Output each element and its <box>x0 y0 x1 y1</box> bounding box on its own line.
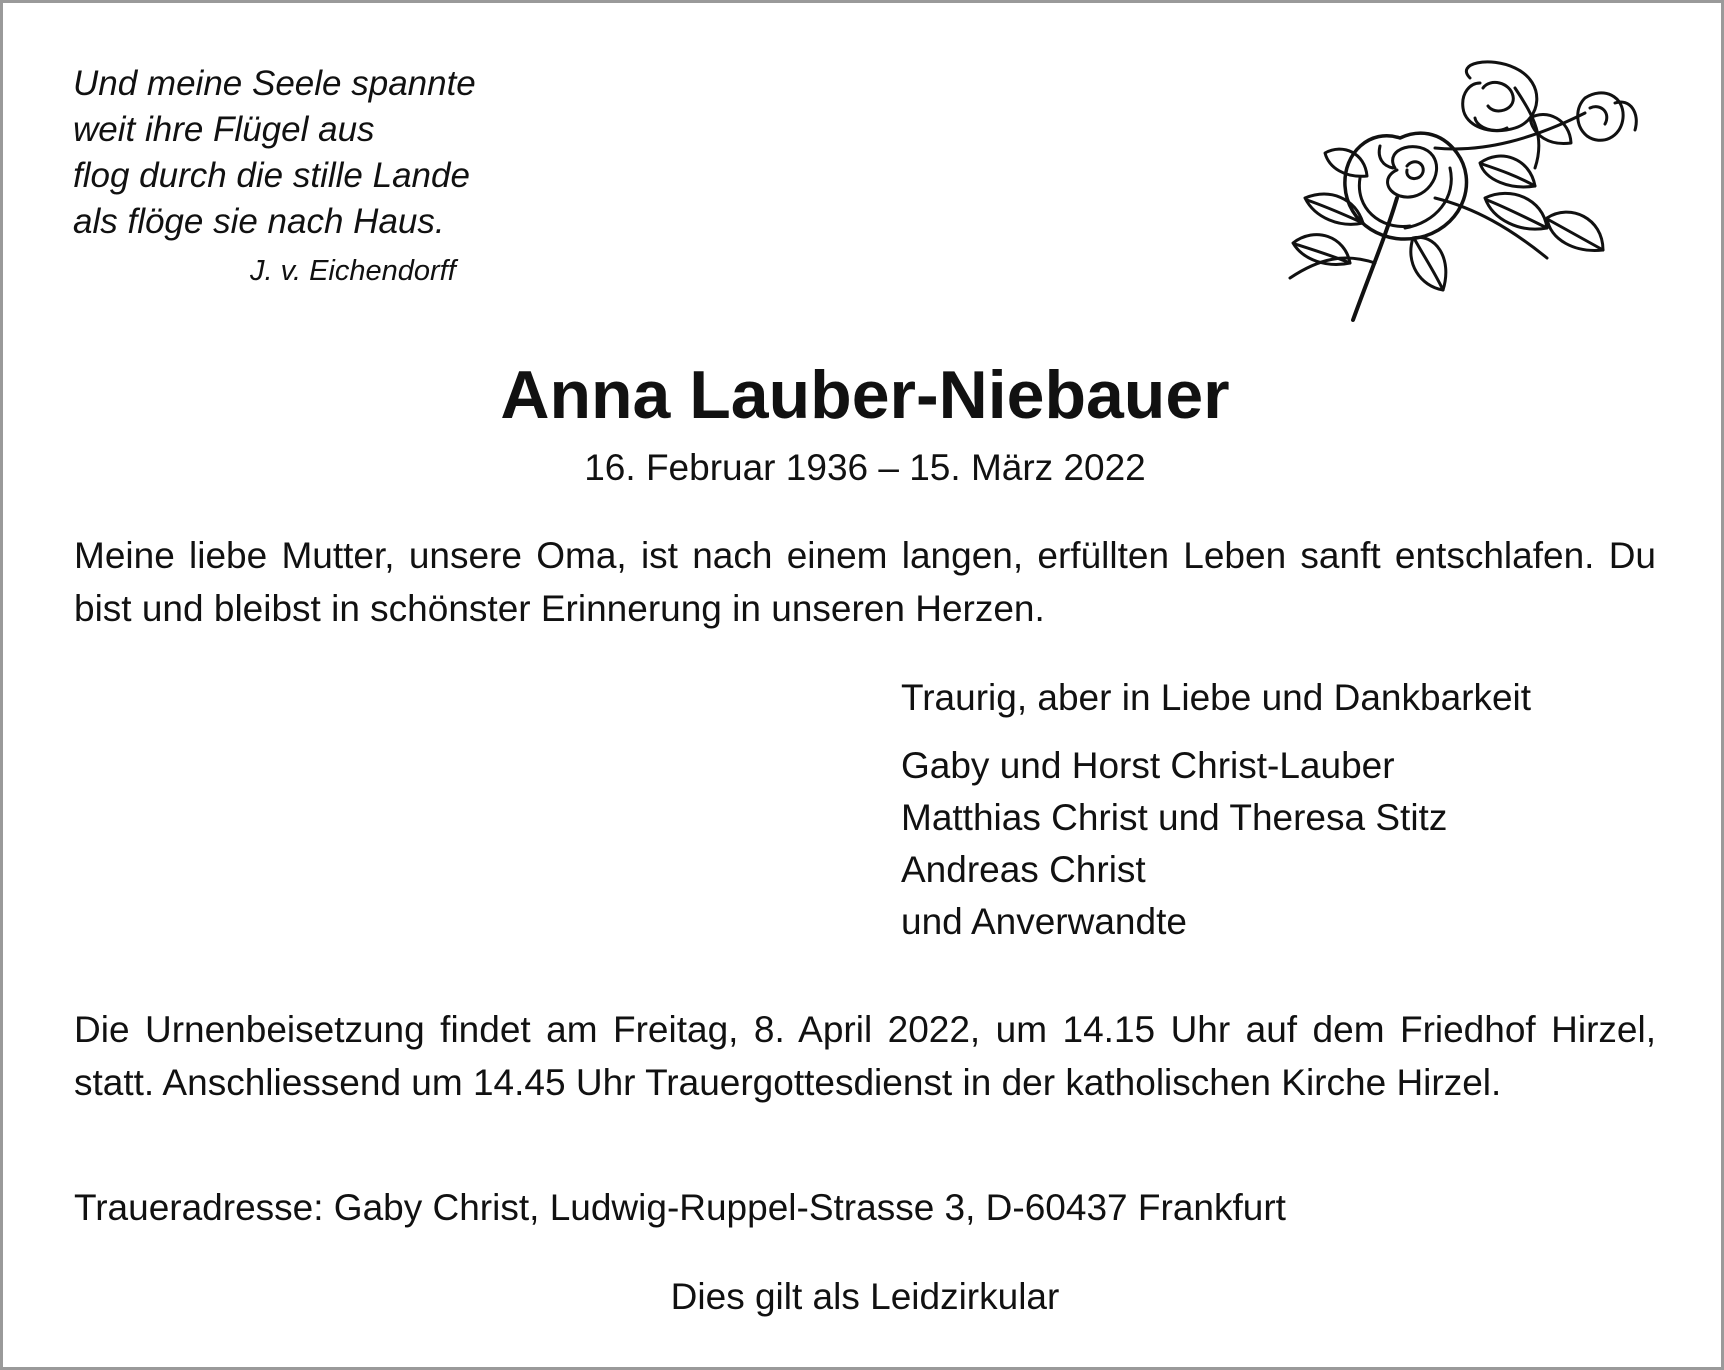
signer-name: Andreas Christ <box>901 849 1146 890</box>
signer-name: Gaby und Horst Christ-Lauber <box>901 745 1395 786</box>
signers-list <box>901 740 1447 948</box>
poem-author: J. v. Eichendorff <box>250 255 456 287</box>
poem-line: flog durch die stille Lande <box>73 156 470 195</box>
poem <box>73 61 476 245</box>
signature-intro: Traurig, aber in Liebe und Dankbarkeit <box>901 677 1532 718</box>
life-dates: 16. Februar 1936 – 15. März 2022 <box>584 447 1146 488</box>
signer-name: und Anverwandte <box>901 901 1187 942</box>
poem-line: weit ihre Flügel aus <box>73 110 375 149</box>
deceased-name: Anna Lauber-Niebauer <box>500 357 1230 433</box>
ceremony-info: Die Urnenbeisetzung findet am Freitag, 8. April 2022, um 14.15 Uhr auf dem Friedhof Hirzel, statt. Anschliessend um 14.45 Uhr Trauergottesdienst in der katholischen Kirche Hirzel. <box>74 1009 1656 1103</box>
poem-line: als flöge sie nach Haus. <box>73 202 445 241</box>
memorial-message: Meine liebe Mutter, unsere Oma, ist nach einem langen, erfüllten Leben sanft entschlafen. Du bist und bleibst in schönster Erinnerung in unseren Herzen. <box>74 535 1656 629</box>
rose-icon <box>1285 58 1650 328</box>
circular-note: Dies gilt als Leidzirkular <box>670 1276 1060 1317</box>
mourning-address: Traueradresse: Gaby Christ, Ludwig-Ruppel-Strasse 3, D-60437 Frankfurt <box>74 1187 1286 1228</box>
poem-line: Und meine Seele spannte <box>73 64 476 103</box>
signer-name: Matthias Christ und Theresa Stitz <box>901 797 1448 838</box>
